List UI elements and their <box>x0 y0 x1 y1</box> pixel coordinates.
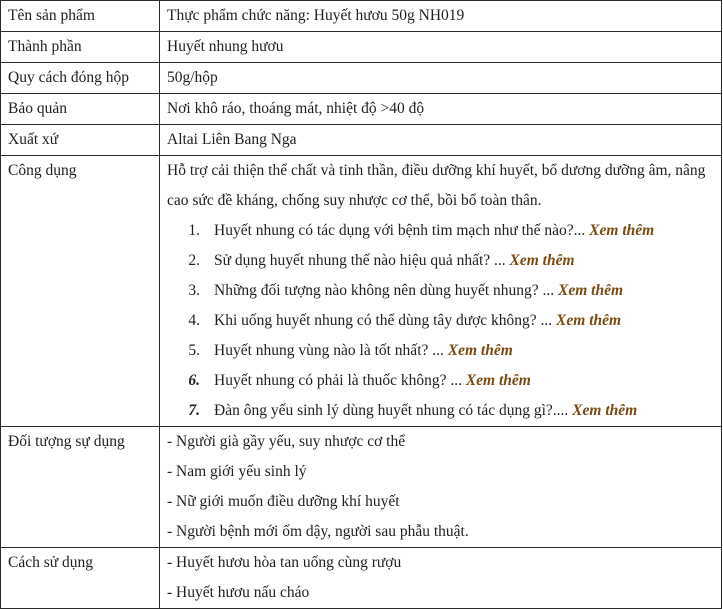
faq-number: 1. <box>188 222 200 239</box>
users-item: - Người bệnh mới ốm dậy, người sau phẫu thuật. <box>167 523 469 540</box>
label-uses: Công dụng <box>1 156 160 427</box>
faq-number: 3. <box>188 282 200 299</box>
label-origin: Xuất xứ <box>1 125 160 156</box>
value-usage <box>160 548 722 609</box>
faq-more-link[interactable]: Xem thêm <box>552 312 622 329</box>
faq-question: Sử dụng huyết nhung thế nào hiệu quả nhất? ... <box>214 252 506 269</box>
row-storage <box>1 94 722 125</box>
faq-number: 7. <box>188 402 200 419</box>
faq-number: 2. <box>188 252 200 269</box>
value-ingredient: Huyết nhung hươu <box>160 32 722 63</box>
label-usage: Cách sử dụng <box>1 548 160 609</box>
faq-question: Những đối tượng nào không nên dùng huyết nhung? ... <box>214 282 555 299</box>
users-item: - Nữ giới muốn điều dưỡng khí huyết <box>167 493 400 510</box>
row-usage <box>1 548 722 609</box>
value-origin: Altai Liên Bang Nga <box>160 125 722 156</box>
row-users <box>1 427 722 548</box>
value-users <box>160 427 722 548</box>
faq-number: 4. <box>188 312 200 329</box>
label-product-name: Tên sản phẩm <box>1 1 160 32</box>
label-users: Đối tượng sự dụng <box>1 427 160 548</box>
faq-number: 6. <box>188 372 200 389</box>
faq-item <box>167 216 715 246</box>
value-packing: 50g/hộp <box>160 63 722 94</box>
faq-item <box>167 336 715 366</box>
faq-item <box>167 306 715 336</box>
faq-question: Huyết nhung có tác dụng với bệnh tim mạch như thế nào?... <box>214 222 586 239</box>
label-ingredient: Thành phần <box>1 32 160 63</box>
faq-item <box>167 276 715 306</box>
faq-question: Đàn ông yếu sinh lý dùng huyết nhung có tác dụng gì?.... <box>214 402 569 419</box>
faq-more-link[interactable]: Xem thêm <box>443 342 513 359</box>
uses-intro: Hỗ trợ cải thiện thể chất và tinh thần, điều dưỡng khí huyết, bổ dương dưỡng âm, nâng cao sức đề kháng, chống suy nhược cơ thể, bồi bổ toàn thân. <box>167 162 706 209</box>
value-storage: Nơi khô ráo, thoáng mát, nhiệt độ >40 độ <box>160 94 722 125</box>
usage-item: - Huyết hươu hòa tan uống cùng rượu <box>167 554 402 571</box>
row-product-name <box>1 1 722 32</box>
label-packing: Quy cách đóng hộp <box>1 63 160 94</box>
faq-more-link[interactable]: Xem thêm <box>585 222 655 239</box>
faq-more-link[interactable]: Xem thêm <box>568 402 638 419</box>
faq-question: Huyết nhung có phải là thuốc không? ... <box>214 372 462 389</box>
faq-more-link[interactable]: Xem thêm <box>505 252 575 269</box>
faq-more-link[interactable]: Xem thêm <box>554 282 624 299</box>
value-product-name: Thực phẩm chức năng: Huyết hươu 50g NH019 <box>160 1 722 32</box>
faq-question: Khi uống huyết nhung có thể dùng tây dược không? ... <box>214 312 553 329</box>
value-uses <box>160 156 722 427</box>
faq-list <box>167 216 715 426</box>
usage-item: - Huyết hươu nấu cháo <box>167 584 310 601</box>
faq-question: Huyết nhung vùng nào là tốt nhất? ... <box>214 342 444 359</box>
faq-item <box>167 246 715 276</box>
faq-number: 5. <box>188 342 200 359</box>
row-origin <box>1 125 722 156</box>
label-storage: Bảo quản <box>1 94 160 125</box>
faq-item <box>167 366 715 396</box>
row-ingredient <box>1 32 722 63</box>
row-packing <box>1 63 722 94</box>
users-item: - Nam giới yếu sinh lý <box>167 463 307 480</box>
faq-item <box>167 396 715 426</box>
faq-more-link[interactable]: Xem thêm <box>461 372 531 389</box>
row-uses <box>1 156 722 427</box>
users-item: - Người già gầy yếu, suy nhược cơ thể <box>167 433 406 450</box>
